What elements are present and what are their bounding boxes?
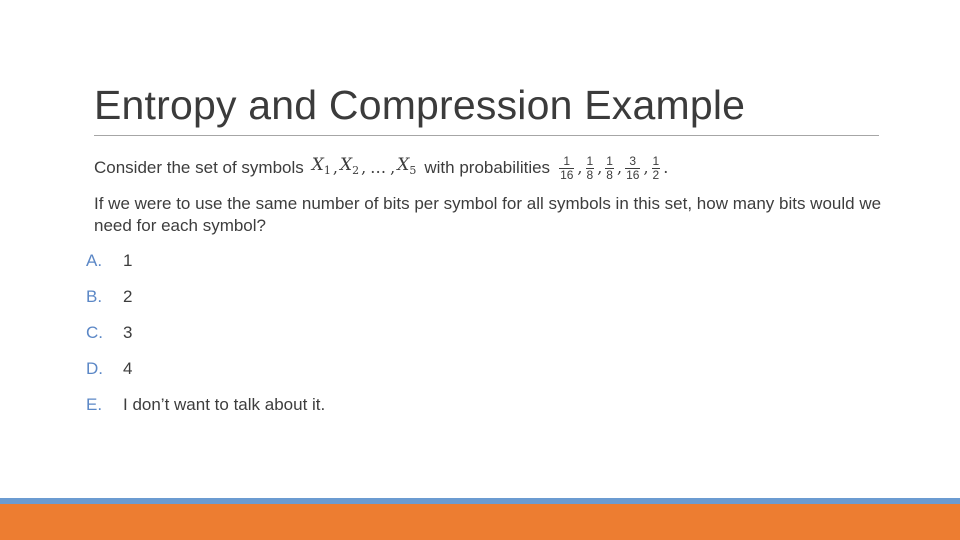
option-text: 3	[123, 323, 133, 342]
probability-fraction: $\frac{3}{16}$	[626, 153, 640, 182]
symbol-x2: $X_2$	[339, 155, 360, 177]
slide-title: Entropy and Compression Example	[94, 82, 746, 128]
probability-fraction: $\frac{1}{2}$	[652, 153, 660, 182]
option-text: 2	[123, 287, 133, 306]
with-probabilities-text: with probabilities	[424, 158, 551, 177]
option-d[interactable]	[86, 358, 325, 394]
option-letter: C.	[86, 323, 103, 342]
symbol-x1: $X_1$	[311, 155, 331, 177]
probability-fraction: $\frac{1}{8}$	[586, 153, 594, 182]
option-letter: D.	[86, 359, 103, 378]
symbol-x5: $X_5$	[397, 155, 417, 177]
option-c[interactable]	[86, 322, 325, 358]
option-letter: B.	[86, 287, 103, 306]
question-intro-line: Consider the set of symbols $X_1$ , $X_2$ , … , $X_5$ with probabilities $\frac{1}{16}$ , $\frac{1}{8}$ , $\frac{1}{8}$ , $\frac{3}{16}$ , $\frac{1}{2}$ .	[94, 153, 669, 182]
answer-options	[86, 250, 325, 430]
probability-fraction: $\frac{1}{8}$	[606, 153, 613, 182]
option-e[interactable]	[86, 394, 325, 430]
option-b[interactable]	[86, 286, 325, 322]
option-text: 4	[123, 359, 133, 378]
question-text: If we were to use the same number of bits per symbol for all symbols in this set, how many bits would we need for each symbol?	[94, 194, 882, 235]
question-intro-text: Consider the set of symbols	[94, 158, 304, 177]
footer-orange-band	[0, 504, 960, 540]
symbol-ellipsis: …	[370, 158, 387, 177]
option-text: 1	[123, 251, 133, 270]
option-a[interactable]	[86, 250, 325, 286]
option-letter: E.	[86, 395, 103, 414]
option-letter: A.	[86, 251, 103, 270]
title-divider	[94, 135, 879, 136]
probability-fraction: $\frac{1}{16}$	[560, 153, 574, 182]
option-text: I don’t want to talk about it.	[123, 395, 326, 414]
